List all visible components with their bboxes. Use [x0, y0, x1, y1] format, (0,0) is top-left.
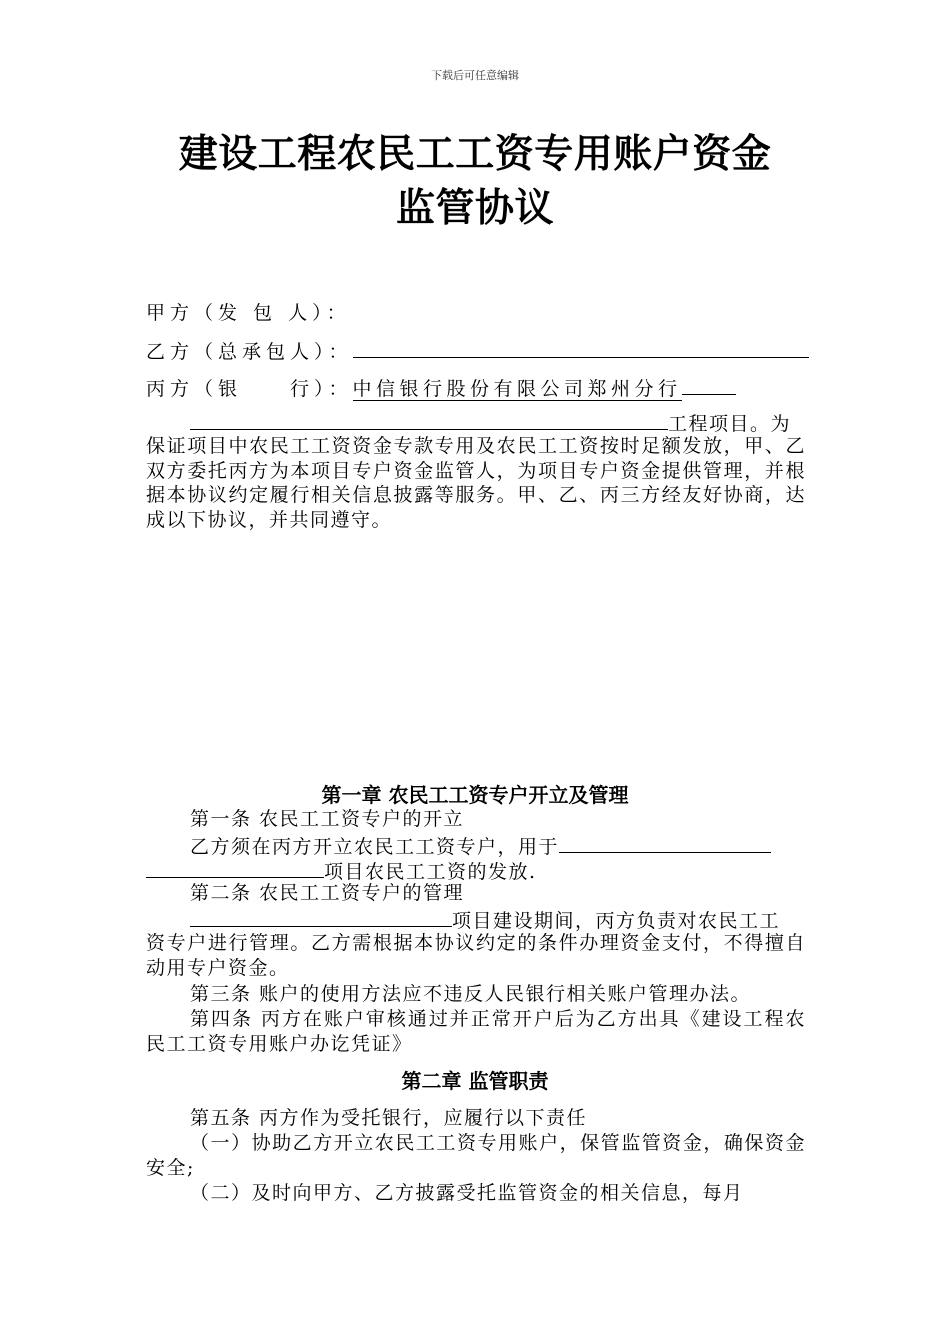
chapter-1-title: 第一章 农民工工资专户开立及管理 [321, 783, 629, 807]
intro-paragraph: 保证项目中农民工工资资金专款专用及农民工工资按时足额发放，甲、乙双方委托丙方为本项目专户资金监管人，为项目专户资金提供管理，并根据本协议约定履行相关信息披露等服务。甲、乙、丙三方经友好协商，达成以下协议，并共同遵守。 [146, 435, 806, 531]
article-1-title: 第一条 农民工工资专户的开立 [190, 808, 465, 830]
article-3: 第三条 账户的使用方法应不违反人民银行相关账户管理办法。 [190, 983, 752, 1005]
title-line-1: 建设工程农民工工资专用账户资金 [178, 132, 772, 177]
article-1-line-1 [146, 832, 806, 860]
article-2-text-a: 项目建设期间，丙方负责对农民工工 [452, 910, 781, 932]
party-a-line [146, 300, 806, 326]
article-2-line-1 [146, 906, 806, 934]
title-line-2: 监管协议 [395, 186, 554, 231]
party-a-label: 甲方（发 包 人）： [146, 302, 351, 324]
article-2-title: 第二条 农民工工资专户的管理 [190, 882, 465, 904]
project-name-blank [190, 409, 668, 430]
article-2-blank [190, 906, 452, 927]
article-1-text-a: 乙方须在丙方开立农民工工资专户，用于 [190, 836, 560, 858]
article-4: 第四条 丙方在账户审核通过并正常开户后为乙方出具《建设工程农民工工资专用账户办讫凭证》 [146, 1008, 806, 1055]
article-1-text-b: 项目农民工工资的发放. [324, 861, 537, 883]
intro-project-suffix: 工程项目。为 [668, 413, 792, 435]
article-2-text-b: 资专户进行管理。乙方需根据本协议约定的条件办理资金支付，不得擅自动用专户资金。 [146, 932, 806, 979]
article-1-blank-a [559, 832, 771, 853]
party-b-line [146, 337, 806, 365]
page-header: 下载后可任意编辑 [431, 69, 519, 82]
party-c-label: 丙方（银 行）： [146, 378, 353, 400]
article-5-item-2: （二）及时向甲方、乙方披露受托监管资金的相关信息，每月 [190, 1182, 744, 1204]
party-c-blank [682, 374, 736, 395]
chapter-2-title: 第二章 监管职责 [401, 1069, 549, 1093]
intro-first-line [146, 409, 806, 437]
document-title [0, 128, 950, 236]
article-5-item-1: （一）协助乙方开立农民工工资专用账户，保管监管资金，确保资金安全; [146, 1132, 806, 1179]
article-5-title: 第五条 丙方作为受托银行，应履行以下责任 [190, 1107, 588, 1129]
party-c-bank: 中信银行股份有限公司郑州分行 [352, 378, 682, 400]
party-b-blank [353, 337, 809, 358]
party-b-label: 乙方（总承包人）： [146, 341, 353, 363]
party-c-line [146, 374, 806, 402]
article-1-blank-b [146, 857, 324, 878]
